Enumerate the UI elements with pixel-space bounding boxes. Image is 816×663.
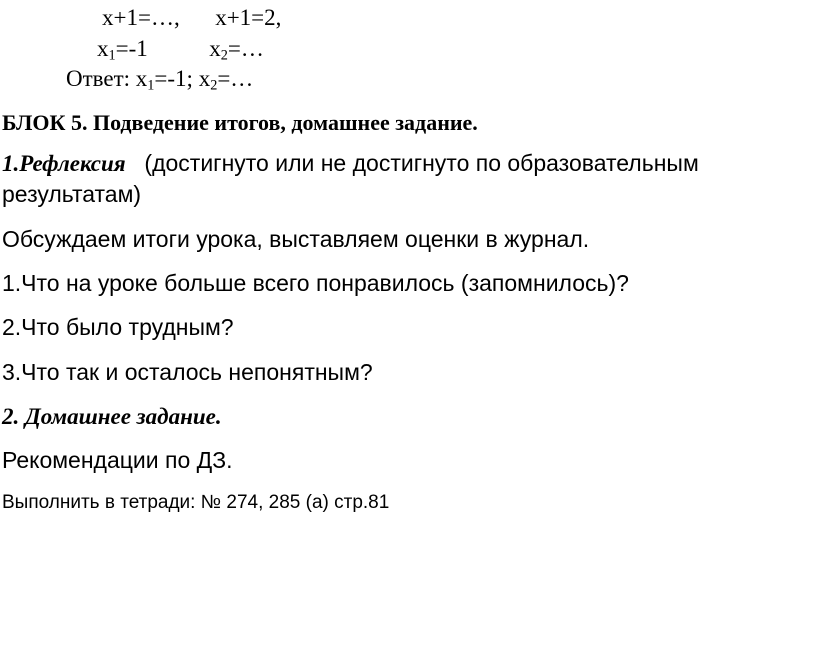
equation-right: x+1=2, [215,5,282,30]
equation-left: x+1=…, [102,5,180,30]
reflection-line-2: результатам) [2,181,142,207]
math-line-2 [97,36,264,64]
answer-label: Ответ: [66,66,131,91]
homework-task: Выполнить в тетради: № 274, 285 (а) стр.81 [2,492,390,513]
discussion-text: Обсуждаем итоги урока, выставляем оценки в журнал. [2,226,590,252]
root-x2: $x_2=\dots$ [209,36,264,64]
block5-heading: БЛОК 5. Подведение итогов, домашнее задание. [2,110,478,135]
answer-x1: $x_1=-1$; [135,66,193,94]
math-line-1 [102,6,281,29]
reflection-line-1 [2,152,699,175]
answer-x2: $x_2=\dots$ [198,66,254,94]
reflection-text-1: (достигнуто или не достигнуто по образовательным [144,150,699,176]
question-2: 2.Что было трудным? [2,314,234,340]
answer-line [66,66,254,94]
question-1: 1.Что на уроке больше всего понравилось (запомнилось)? [2,270,629,296]
reflection-title: 1.Рефлексия [2,151,126,176]
question-3: 3.Что так и осталось непонятным? [2,359,373,385]
homework-recommendations: Рекомендации по ДЗ. [2,447,233,473]
homework-title: 2. Домашнее задание. [2,404,222,429]
root-x1: $x_1=-1$ [97,36,148,64]
